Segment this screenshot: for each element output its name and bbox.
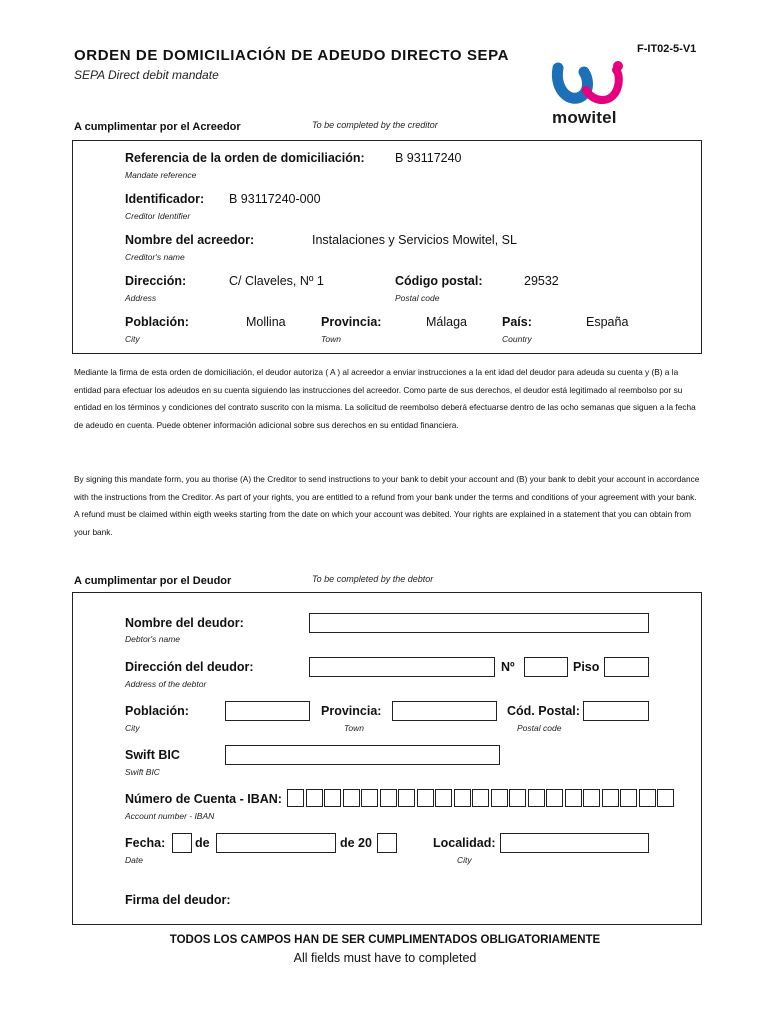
iban-cell[interactable]: [639, 789, 656, 807]
form-title: ORDEN DE DOMICILIACIÓN DE ADEUDO DIRECTO SEPA: [74, 47, 510, 64]
creditor-city-label: Población:: [125, 315, 189, 329]
debtor-city-sub: City: [125, 723, 140, 733]
iban-cell[interactable]: [306, 789, 323, 807]
iban-sub: Account number - IBAN: [125, 811, 215, 821]
creditor-country-label: País:: [502, 315, 532, 329]
iban-cell[interactable]: [528, 789, 545, 807]
iban-cell[interactable]: [472, 789, 489, 807]
mandate-ref-value: B 93117240: [395, 151, 462, 165]
swift-input[interactable]: [225, 745, 500, 765]
date-de-label: de: [195, 836, 210, 850]
creditor-province-sub: Town: [321, 334, 342, 344]
creditor-province-label: Provincia:: [321, 315, 382, 329]
debtor-number-label: Nº: [501, 660, 515, 674]
iban-label: Número de Cuenta - IBAN:: [125, 792, 282, 806]
mandatory-notice-es: TODOS LOS CAMPOS HAN DE SER CUMPLIMENTADOS OBLIGATORIAMENTE: [169, 934, 601, 946]
iban-cell[interactable]: [287, 789, 304, 807]
iban-cell[interactable]: [361, 789, 378, 807]
iban-cell[interactable]: [546, 789, 563, 807]
debtor-postal-sub: Postal code: [517, 723, 562, 733]
date-year-input[interactable]: [377, 833, 397, 853]
legal-text-en: By signing this mandate form, you au thorise (A) the Creditor to send instructions to your bank to debit your account and (B) your bank to debit your account in accordance with the instructions from the Creditor. As part of your rights, you are entitled to a refund from your bank under the terms and conditions of your agreement with your bank. A refund must be claimed within eigth weeks starting from the date on which your account was debited. Your rights are explained in a statement that you can obtain from your bank.: [74, 474, 700, 537]
iban-cell[interactable]: [565, 789, 582, 807]
creditor-country-value: España: [586, 315, 629, 329]
form-code: F-IT02-5-V1: [637, 43, 697, 55]
locality-sub: City: [457, 855, 472, 865]
debtor-name-label: Nombre del deudor:: [125, 616, 244, 630]
iban-cell[interactable]: [620, 789, 637, 807]
creditor-postal-label: Código postal:: [395, 274, 483, 288]
creditor-name-label: Nombre del acreedor:: [125, 233, 255, 247]
iban-cell[interactable]: [324, 789, 341, 807]
debtor-address-sub: Address of the debtor: [125, 679, 207, 689]
date-sub: Date: [125, 855, 143, 865]
form-subtitle: SEPA Direct debit mandate: [74, 68, 219, 82]
debtor-province-sub: Town: [344, 723, 365, 733]
debtor-province-label: Provincia:: [321, 704, 382, 718]
debtor-name-input[interactable]: [309, 613, 649, 633]
mandate-ref-sub: Mandate reference: [125, 170, 197, 180]
iban-cell[interactable]: [398, 789, 415, 807]
creditor-address-label: Dirección:: [125, 274, 187, 288]
logo-text: mowitel: [552, 108, 617, 127]
debtor-heading: A cumplimentar por el Deudor: [74, 575, 232, 587]
iban-cell[interactable]: [454, 789, 471, 807]
creditor-name-sub: Creditor's name: [125, 252, 185, 262]
iban-cell[interactable]: [583, 789, 600, 807]
debtor-floor-label: Piso: [573, 660, 600, 674]
debtor-floor-input[interactable]: [604, 657, 649, 677]
debtor-address-label: Dirección del deudor:: [125, 660, 254, 674]
mowitel-logo: [548, 60, 634, 130]
swift-sub: Swift BIC: [125, 767, 160, 777]
debtor-postal-label: Cód. Postal:: [507, 704, 580, 718]
mandate-ref-label: Referencia de la orden de domiciliación:: [125, 151, 365, 165]
debtor-name-sub: Debtor's name: [125, 634, 181, 644]
creditor-address-value: C/ Claveles, Nº 1: [229, 274, 324, 288]
mandatory-notice-en: All fields must have to completed: [293, 951, 477, 965]
iban-cell[interactable]: [509, 789, 526, 807]
locality-label: Localidad:: [433, 836, 496, 850]
signature-label: Firma del deudor:: [125, 893, 231, 907]
swift-label: Swift BIC: [125, 748, 180, 762]
iban-cell[interactable]: [602, 789, 619, 807]
creditor-country-sub: Country: [502, 334, 532, 344]
creditor-name-value: Instalaciones y Servicios Mowitel, SL: [312, 233, 517, 247]
iban-cell[interactable]: [417, 789, 434, 807]
mowitel-logo-icon: [548, 60, 634, 110]
debtor-address-input[interactable]: [309, 657, 495, 677]
creditor-city-value: Mollina: [246, 315, 286, 329]
debtor-postal-input[interactable]: [583, 701, 649, 721]
identifier-value: B 93117240-000: [229, 192, 321, 206]
debtor-city-input[interactable]: [225, 701, 310, 721]
debtor-number-input[interactable]: [524, 657, 568, 677]
iban-cell[interactable]: [435, 789, 452, 807]
debtor-province-input[interactable]: [392, 701, 497, 721]
legal-text-es: Mediante la firma de esta orden de domiciliación, el deudor autoriza ( A ) al acreedor a enviar instrucciones a la ent idad del deudor para adeuda su cuenta y (B) a la entidad para efectuar los adeudos en su cuenta siguiendo las instrucciones del acreedor. Como parte de sus derechos, el deudor está legitimado al reembolso por su entidad en los términos y condiciones del contrato suscrito con la misma. La solicitud de reembolso deberá efectuarse dentro de las ocho semanas que siguen a la fecha de adeudo en cuenta. Puede obtener información adicional sobre sus derechos en su entidad financiera.: [74, 367, 696, 430]
creditor-postal-value: 29532: [524, 274, 559, 288]
creditor-city-sub: City: [125, 334, 140, 344]
date-month-input[interactable]: [216, 833, 336, 853]
debtor-city-label: Población:: [125, 704, 189, 718]
debtor-note: To be completed by the debtor: [312, 574, 434, 584]
iban-cell[interactable]: [343, 789, 360, 807]
iban-cell[interactable]: [657, 789, 674, 807]
iban-cell[interactable]: [491, 789, 508, 807]
identifier-label: Identificador:: [125, 192, 205, 206]
identifier-sub: Creditor Identifier: [125, 211, 191, 221]
creditor-postal-sub: Postal code: [395, 293, 440, 303]
date-de20-label: de 20: [340, 836, 372, 850]
creditor-province-value: Málaga: [426, 315, 467, 329]
creditor-note: To be completed by the creditor: [312, 120, 438, 130]
iban-cell[interactable]: [380, 789, 397, 807]
creditor-address-sub: Address: [125, 293, 157, 303]
locality-input[interactable]: [500, 833, 649, 853]
date-day-input[interactable]: [172, 833, 192, 853]
date-label: Fecha:: [125, 836, 166, 850]
creditor-heading: A cumplimentar por el Acreedor: [74, 121, 241, 133]
